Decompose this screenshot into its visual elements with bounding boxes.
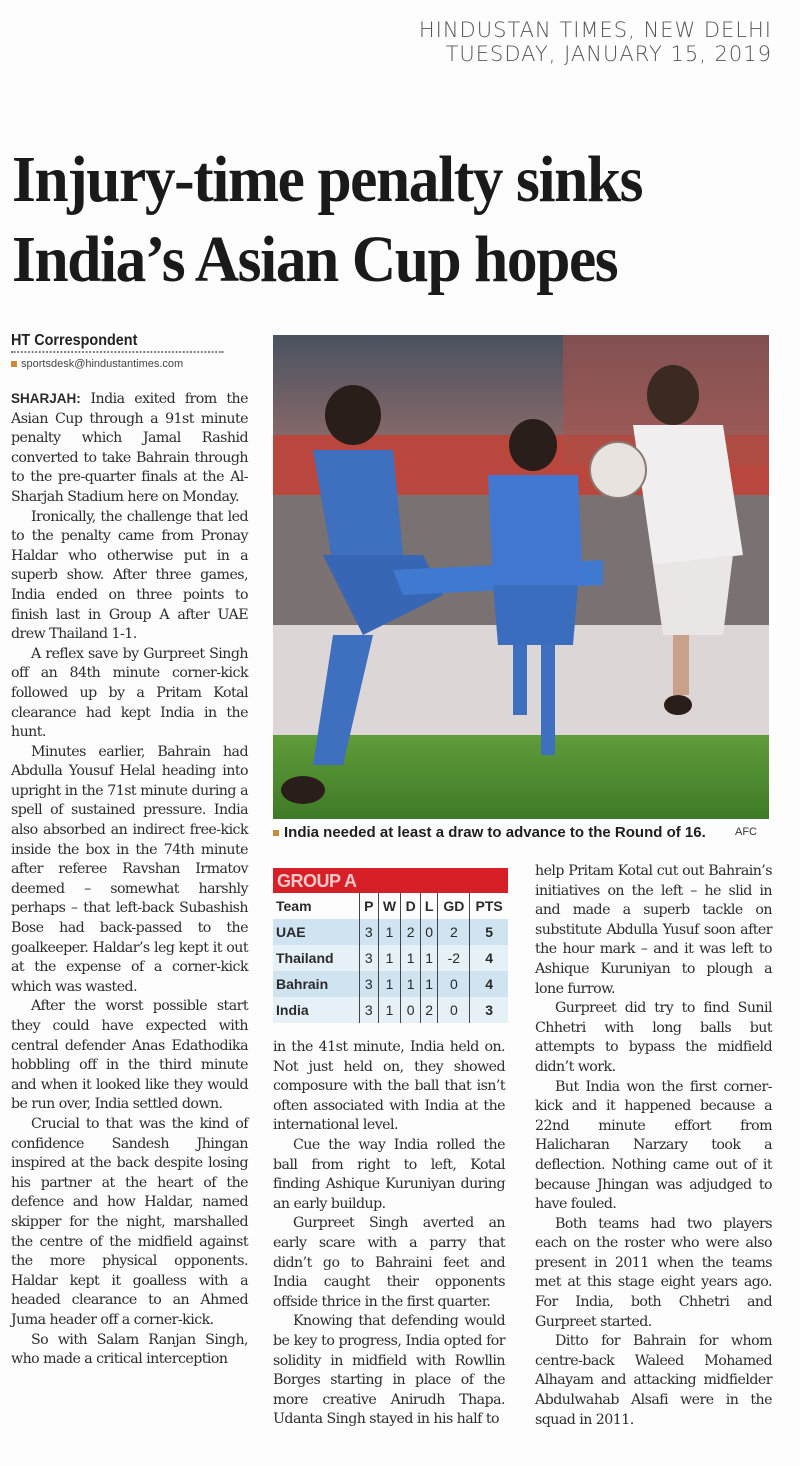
played: 3: [360, 945, 379, 971]
lost: 0: [420, 919, 438, 945]
points: 3: [470, 997, 508, 1023]
points: 5: [470, 919, 508, 945]
paragraph: help Pritam Kotal cut out Bahrain’s initiatives on the left – he slid in and made a superb tackle on substitute Abdulla Yusuf soon after the hour mark – and it was left to Ashique Kuruniyan to plough a lone furrow.: [535, 863, 772, 997]
lost: 2: [420, 997, 438, 1023]
standings-table: [273, 893, 508, 1023]
header-played: P: [360, 893, 379, 919]
won: 1: [378, 945, 401, 971]
team-name: UAE: [273, 919, 360, 945]
goal-difference: -2: [438, 945, 470, 971]
header-team: Team: [276, 898, 312, 914]
paragraph: in the 41st minute, India held on. Not just held on, they showed composure with the ball that isn’t often associated with India at the international level.: [273, 1039, 505, 1134]
headline-line-1: Injury-time penalty sinks: [12, 143, 643, 216]
match-photo: [273, 335, 769, 819]
publication-date: TUESDAY, JANUARY 15, 2019: [445, 42, 772, 66]
table-title: GROUP A: [273, 868, 508, 893]
played: 3: [360, 971, 379, 997]
team-name: Bahrain: [273, 971, 360, 997]
played: 3: [360, 919, 379, 945]
paragraph: But India won the first corner-kick and it happened because a 22nd minute effort from Halicharan Narzary took a deflection. Nothing came out of it because Jhingan was adjudged to have fouled.: [535, 1078, 772, 1213]
paragraph: Knowing that defending would be key to progress, India opted for solidity in midfield with Rowllin Borges starting in place of the more creative Anirudh Thapa. Udanta Singh stayed in his half to: [273, 1313, 505, 1428]
headline-line-2: India’s Asian Cup hopes: [12, 223, 618, 296]
goal-difference: 2: [438, 919, 470, 945]
bullet-icon: [11, 361, 17, 367]
header-goal-difference: GD: [438, 893, 470, 919]
table-row: [273, 945, 508, 971]
won: 1: [378, 971, 401, 997]
paragraph: Cue the way India rolled the ball from right to left, Kotal finding Ashique Kuruniyan during an early buildup.: [273, 1136, 505, 1212]
headline: [12, 140, 737, 300]
group-a-standings-table: [273, 868, 508, 1023]
paragraph: Gurpreet Singh averted an early scare with a parry that didn’t go to Bahraini feet and India caught their opponents offside thrice in the first quarter.: [273, 1215, 505, 1310]
paragraph: After the worst possible start they could have expected with central defender Anas Edathodika hobbling off in the third minute and when it looked like they would be run over, India settled down.: [11, 998, 248, 1113]
table-row: [273, 919, 508, 945]
header-points: PTS: [470, 893, 508, 919]
goal-difference: 0: [438, 971, 470, 997]
drawn: 0: [401, 997, 420, 1023]
paragraph: Ditto for Bahrain for whom centre-back Waleed Mohamed Alhayam and attacking midfielder Abdulwahab Alsafi were in the squad in 2011.: [535, 1333, 772, 1428]
email-text: sportsdesk@hindustantimes.com: [21, 358, 184, 370]
publication-name: HINDUSTAN TIMES, NEW DELHI: [418, 18, 772, 42]
lost: 1: [420, 945, 438, 971]
lost: 1: [420, 971, 438, 997]
article-column-2: [273, 1038, 505, 1430]
header-lost: L: [420, 893, 438, 919]
paragraph: Both teams had two players each on the roster who were also present in 2011 when the teams met at this stage eight years ago. For India, both Chhetri and Gurpreet started.: [535, 1215, 772, 1330]
paragraph: Minutes earlier, Bahrain had Abdulla Yousuf Helal heading into upright in the 71st minute during a spell of sustained pressure. India also absorbed an indirect free-kick inside the box in the 74th minute after referee Ravshan Irmatov deemed – somewhat harshly perhaps – that left-back Subashish Bose had back-passed to the goalkeeper. Haldar’s leg kept it out at the expense of a corner-kick which was wasted.: [11, 743, 248, 995]
article-column-3: [535, 862, 772, 1430]
points: 4: [470, 945, 508, 971]
table-row: [273, 971, 508, 997]
dateline: SHARJAH:: [11, 391, 81, 406]
won: 1: [378, 919, 401, 945]
table-header-row: [273, 893, 508, 919]
byline-email: [11, 358, 183, 370]
paragraph: Crucial to that was the kind of confidence Sandesh Jhingan inspired at the back despite losing his partner at the heart of the defence and how Haldar, named skipper for the night, marshalled the centre of the midfield against the more physical opponents. Haldar kept it goalless with a headed clearance to an Ahmed Juma header off a corner-kick.: [11, 1115, 248, 1328]
header-drawn: D: [401, 893, 420, 919]
match-photo-illustration: [273, 335, 769, 819]
paragraph: Ironically, the challenge that led to the penalty came from Pronay Haldar who otherwise put in a superb show. After three games, India ended on three points to finish last in Group A after UAE drew Thailand 1-1.: [11, 508, 248, 643]
photo-caption: [273, 824, 769, 841]
paragraph: So with Salam Ranjan Singh, who made a critical interception: [11, 1331, 248, 1368]
drawn: 1: [401, 945, 420, 971]
team-name: India: [273, 997, 360, 1023]
won: 1: [378, 997, 401, 1023]
goal-difference: 0: [438, 997, 470, 1023]
paragraph: Gurpreet did try to find Sunil Chhetri with long balls but attempts to bypass the midfield didn’t work.: [535, 1000, 772, 1075]
points: 4: [470, 971, 508, 997]
team-name: Thailand: [273, 945, 360, 971]
paragraph: [11, 389, 248, 508]
header-won: W: [378, 893, 401, 919]
bullet-icon: [273, 830, 279, 836]
masthead: [419, 18, 772, 66]
paragraph: A reflex save by Gurpreet Singh off an 84th minute corner-kick followed up by a Pritam Kotal clearance had kept India in the hunt.: [11, 645, 248, 741]
drawn: 1: [401, 971, 420, 997]
drawn: 2: [401, 919, 420, 945]
table-row: [273, 997, 508, 1023]
played: 3: [360, 997, 379, 1023]
photo-credit: AFC: [735, 826, 757, 838]
article-column-1: [11, 389, 248, 1370]
paragraph-text: India exited from the Asian Cup through a 91st minute penalty which Jamal Rashid converted to take Bahrain through to the pre-quarter finals at the Al-Sharjah Stadium here on Monday.: [11, 391, 248, 505]
caption-text: India needed at least a draw to advance to the Round of 16.: [284, 824, 706, 841]
byline-author: HT Correspondent: [11, 332, 223, 353]
